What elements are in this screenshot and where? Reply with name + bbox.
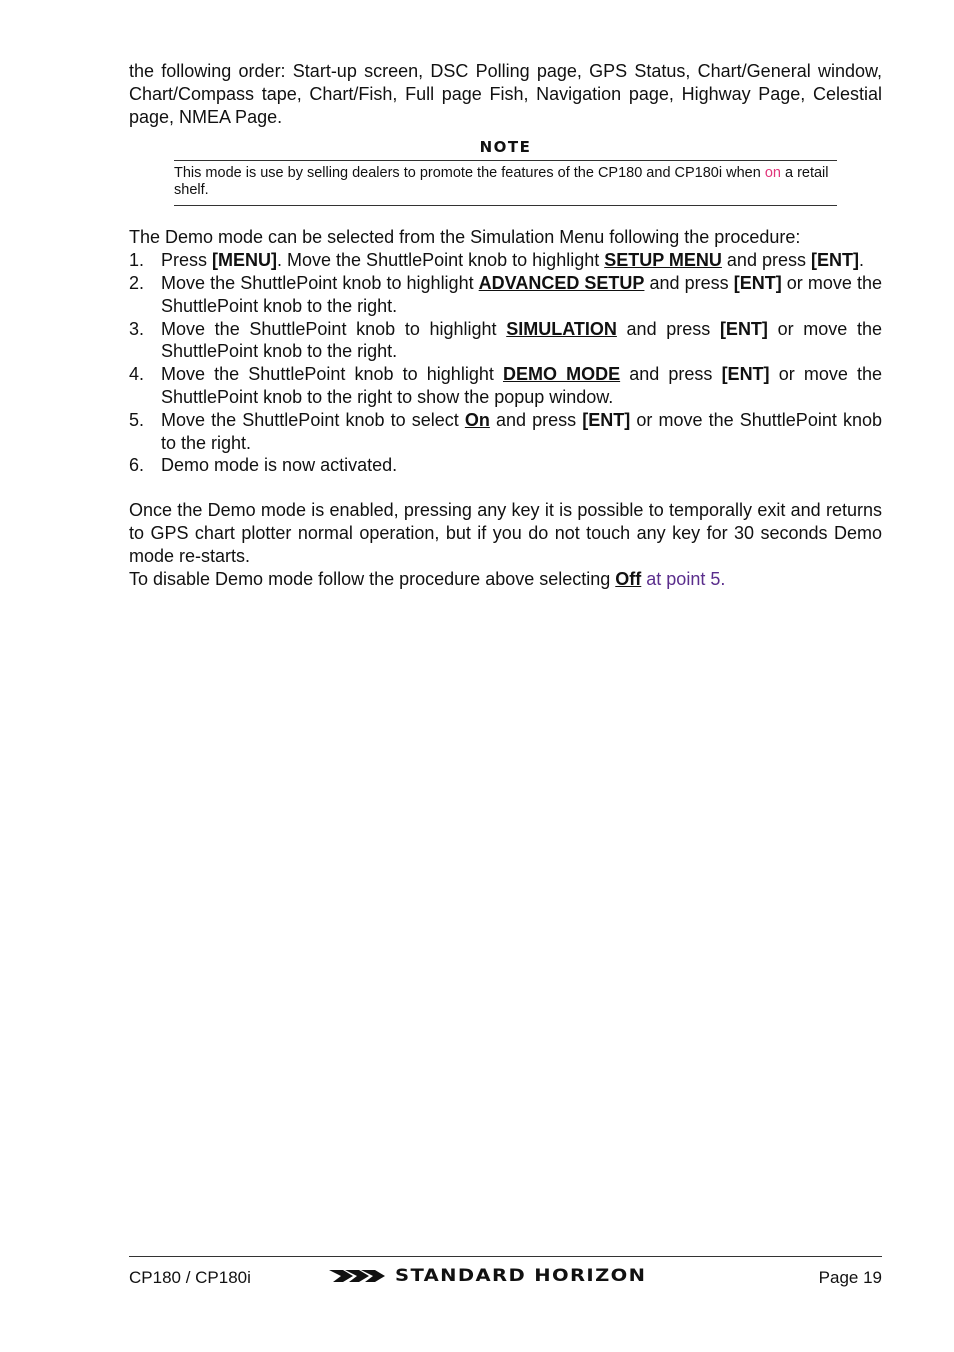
- step-text: or move the ShuttlePoint knob to the right to show the popup window.: [161, 364, 882, 407]
- step-item: [129, 249, 882, 272]
- step-text: and press: [620, 364, 722, 385]
- brand-name: STANDARD HORIZON: [395, 1266, 647, 1286]
- key-label: [ENT]: [721, 364, 770, 385]
- step-text: and press: [644, 272, 734, 293]
- step-item: [129, 318, 882, 364]
- page-body: [129, 60, 882, 590]
- page-footer: [129, 1256, 882, 1287]
- step-text: Move the ShuttlePoint knob to select: [161, 409, 465, 430]
- off-label: Off: [615, 568, 642, 589]
- step-number: 3.: [129, 318, 145, 339]
- note-text: This mode is use by selling dealers to promote the features of the CP180 and CP180i when: [174, 165, 765, 182]
- step-text: and press: [721, 250, 811, 271]
- step-number: 6.: [129, 455, 145, 476]
- procedure-intro: The Demo mode can be selected from the Simulation Menu following the procedure:: [129, 227, 801, 248]
- step-text: or move the ShuttlePoint knob to the right.: [161, 318, 882, 362]
- step-number: 1.: [129, 250, 145, 271]
- note-box: [174, 160, 837, 206]
- key-label: [ENT]: [582, 409, 631, 430]
- key-label: [ENT]: [733, 272, 782, 293]
- note-highlight: on: [764, 165, 781, 182]
- demo-enabled-paragraph: Once the Demo mode is enabled, pressing any key it is possible to temporally exit and returns to GPS chart plotter normal operation, but if you do not touch any key for 30 seconds Demo mode re-starts.: [129, 500, 882, 566]
- step-number: 5.: [129, 409, 145, 430]
- step-text: . Move the ShuttlePoint knob to highlight: [277, 250, 605, 271]
- key-label: [ENT]: [719, 318, 768, 339]
- step-text: or move the ShuttlePoint knob to the right.: [161, 272, 882, 316]
- key-label: [MENU]: [212, 250, 278, 271]
- step-text: or move the ShuttlePoint knob to the right.: [161, 409, 882, 453]
- step-text: .: [858, 250, 864, 271]
- disable-text: To disable Demo mode follow the procedure above selecting: [129, 568, 616, 589]
- disable-paragraph: [129, 568, 882, 591]
- step-item: [129, 272, 882, 318]
- step-text: Move the ShuttlePoint knob to highlight: [161, 364, 503, 385]
- footer-model: CP180 / CP180i: [129, 1268, 251, 1287]
- step-text: and press: [489, 409, 583, 430]
- standard-horizon-logo-icon: [329, 1267, 385, 1285]
- step-text: Press: [161, 250, 213, 271]
- step-text: Move the ShuttlePoint knob to highlight: [161, 272, 479, 293]
- note-text-tail: a retail shelf.: [174, 165, 829, 199]
- step-number: 4.: [129, 364, 145, 385]
- menu-label: DEMO MODE: [502, 364, 621, 385]
- menu-label: ADVANCED SETUP: [478, 272, 645, 293]
- note-title: NOTE: [479, 138, 532, 157]
- menu-label: SETUP MENU: [604, 250, 722, 271]
- step-text: Move the ShuttlePoint knob to highlight: [161, 318, 507, 339]
- page-number: Page 19: [818, 1268, 882, 1287]
- menu-label: SIMULATION: [506, 318, 617, 339]
- menu-label: On: [464, 409, 490, 430]
- disable-tail: at point 5.: [641, 568, 726, 589]
- step-text: Demo mode is now activated.: [161, 455, 398, 476]
- step-item: [129, 409, 882, 455]
- step-number: 2.: [129, 272, 145, 293]
- brand-logo: [329, 1265, 647, 1287]
- step-item: [129, 454, 882, 477]
- step-text: and press: [616, 318, 720, 339]
- procedure-steps: [129, 249, 882, 477]
- step-item: [129, 363, 882, 409]
- intro-paragraph: the following order: Start-up screen, DSC Polling page, GPS Status, Chart/General window, Chart/Compass tape, Chart/Fish, Full page Fish, Navigation page, Highway Page, Celestial page, NMEA Page.: [129, 61, 882, 127]
- key-label: [ENT]: [810, 250, 859, 271]
